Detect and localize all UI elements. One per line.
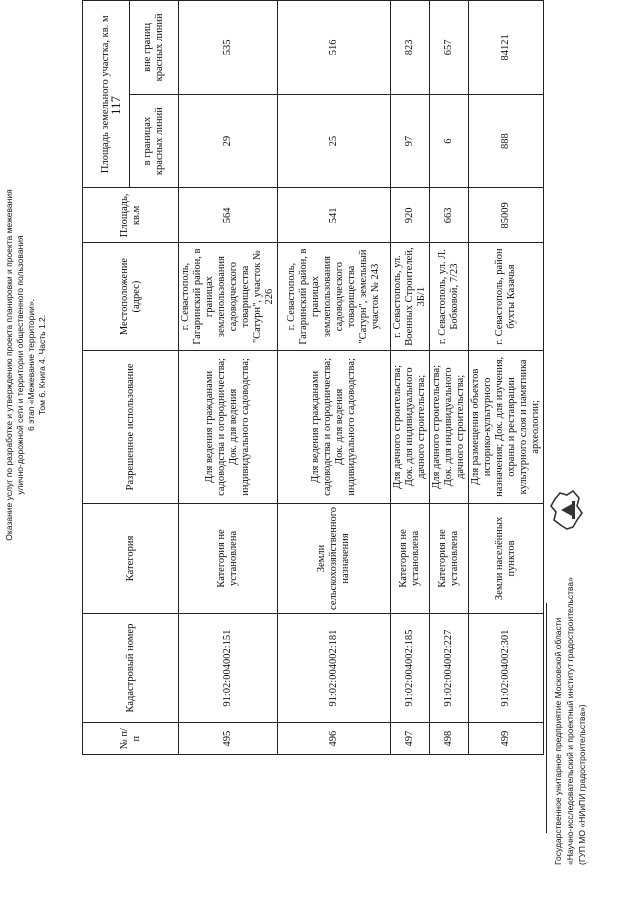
cell-cadastral: 91:02:004002:185 — [391, 613, 430, 722]
cell-area: 85009 — [469, 188, 544, 243]
cell-use: Для дачного строительства; Док. для индивидуального дачного строительства; — [391, 350, 430, 503]
cell-use: Для ведения гражданами садоводства и огородничества; Док. для ведения индивидуального садоводства; — [179, 350, 278, 503]
cell-num: 496 — [278, 723, 391, 755]
land-plots-table — [82, 0, 544, 755]
cell-outside: 535 — [179, 1, 278, 95]
cell-area: 564 — [179, 188, 278, 243]
footer-line-2: «Научно-исследовательский и проектный институт градостроительства» — [565, 577, 575, 865]
cell-outside: 516 — [278, 1, 391, 95]
header-location: Местоположение (адрес) — [83, 243, 179, 350]
cell-outside: 84121 — [469, 1, 544, 95]
cell-cadastral: 91:02:004002:301 — [469, 613, 544, 722]
header-land-area: Площадь земельного участка, кв. м — [83, 1, 130, 188]
cell-area: 663 — [430, 188, 469, 243]
cell-num: 497 — [391, 723, 430, 755]
cell-num: 499 — [469, 723, 544, 755]
cell-outside: 657 — [430, 1, 469, 95]
table-row — [469, 1, 544, 755]
cell-outside: 823 — [391, 1, 430, 95]
cell-location: г. Севастополь, Гагаринский район, в границах землепользования садоводческого товарищества "Сатурн", земельный участок № 243 — [278, 243, 391, 350]
cell-num: 495 — [179, 723, 278, 755]
footer-line-3: (ГУП МО «НИиПИ градостроительства») — [577, 704, 587, 865]
header-inside-red-lines: в границах красных линий — [130, 94, 179, 188]
header-outside-red-lines: вне границ красных линий — [130, 1, 179, 95]
page-number: 117 — [108, 95, 123, 115]
cell-category: Категория не установлена — [179, 503, 278, 613]
header-line-1: Оказание услуг по разработке и утверждению проекта планировки и проекта межевания — [4, 189, 14, 541]
header-line-4: Том 6. Книга 4. Часть 1.2. — [37, 314, 47, 416]
cell-inside: 97 — [391, 94, 430, 188]
document-footer — [552, 405, 588, 865]
cell-use: Для ведения гражданами садоводства и огородничества; Док. для ведения индивидуального садоводства; — [278, 350, 391, 503]
header-area: Площадь, кв.м — [83, 188, 179, 243]
cell-use: Для дачного строительства; Док. для индивидуального дачного строительства; — [430, 350, 469, 503]
header-category: Категория — [83, 503, 179, 613]
header-num: № п/п — [83, 723, 179, 755]
cell-category: Категория не установлена — [391, 503, 430, 613]
cell-category: Категория не установлена — [430, 503, 469, 613]
header-permitted-use: Разрешенное использование — [83, 350, 179, 503]
cell-cadastral: 91:02:004002:227 — [430, 613, 469, 722]
footer-divider — [546, 603, 547, 833]
cell-inside: 888 — [469, 94, 544, 188]
header-line-2: улично-дорожной сети и территории общественного пользования — [15, 235, 25, 495]
cell-use: Для размещения объектов историко-культурного назначения; Док. для изучения, охраны и реставрации культурного слоя и памятника археологии; — [469, 350, 544, 503]
header-cadastral: Кадастровый номер — [83, 613, 179, 722]
header-line-3: 6 этап «Межевание территории». — [26, 299, 36, 431]
cell-location: г. Севастополь, Гагаринский район, в границах землепользования садоводческого товарищества "Сатурн", участок № 226 — [179, 243, 278, 350]
table-row — [278, 1, 391, 755]
cell-inside: 6 — [430, 94, 469, 188]
cell-num: 498 — [430, 723, 469, 755]
cell-category: Земли населённых пунктов — [469, 503, 544, 613]
cell-area: 920 — [391, 188, 430, 243]
cell-cadastral: 91:02:004002:151 — [179, 613, 278, 722]
cell-category: Земли сельскохозяйственного назначения — [278, 503, 391, 613]
document-header — [4, 155, 48, 575]
cell-inside: 29 — [179, 94, 278, 188]
cell-area: 541 — [278, 188, 391, 243]
footer-line-1: Государственное унитарное предприятие Московской области — [553, 617, 563, 865]
cell-inside: 25 — [278, 94, 391, 188]
cell-location: г. Севастополь, район бухты Казачья — [469, 243, 544, 350]
cell-cadastral: 91:02:004002:181 — [278, 613, 391, 722]
table-row — [430, 1, 469, 755]
table-row — [179, 1, 278, 755]
cell-location: г. Севастополь, ул. Л. Бобковой, 7/23 — [430, 243, 469, 350]
cell-location: г. Севастополь, ул. Военных Строителей, 3Б/1 — [391, 243, 430, 350]
table-row — [391, 1, 430, 755]
